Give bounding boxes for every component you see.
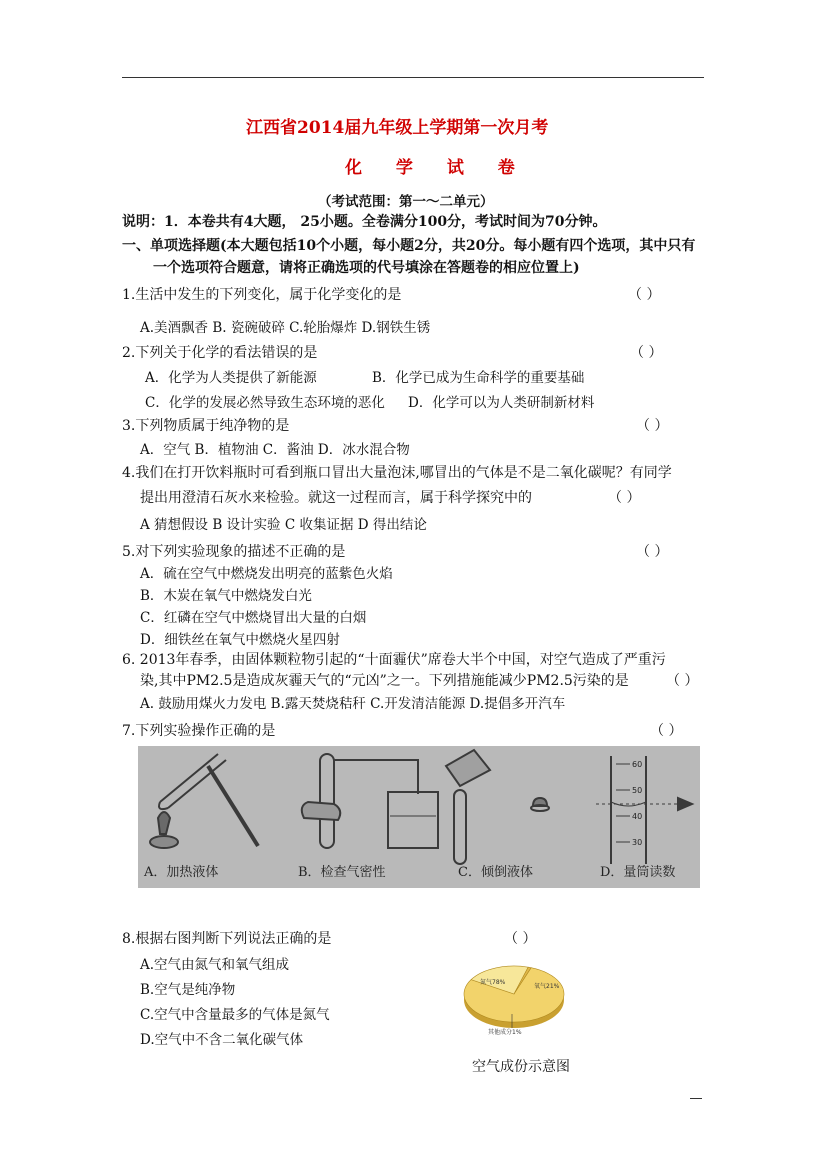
question-7-answer-paren: （ ） [650, 723, 683, 739]
question-2-option-b: B．化学已成为生命科学的重要基础 [372, 370, 585, 386]
cylinder-tick-60: 60 [632, 760, 643, 769]
figure-label-b: B．检查气密性 [298, 865, 386, 880]
question-6-stem-continued: 染,其中PM2.5是造成灰霾天气的“元凶”之一。下列措施能减少PM2.5污染的是 [140, 673, 629, 689]
question-3-stem: 3.下列物质属于纯净物的是 [122, 418, 290, 434]
pie-label-other: 其他成分1% [488, 1029, 522, 1036]
page-mark [690, 1098, 702, 1099]
lab-operations-figure [138, 746, 700, 888]
question-2-option-c: C．化学的发展必然导致生态环境的恶化 [145, 395, 385, 411]
section-heading-line1: 一、单项选择题(本大题包括10个小题，每小题2分，共20分。每小题有四个选项，其中只有 [122, 238, 696, 254]
question-8-option-c: C.空气中含量最多的气体是氮气 [140, 1007, 330, 1023]
figure-label-a: A．加热液体 [144, 865, 219, 880]
cylinder-tick-50: 50 [632, 786, 643, 795]
question-8-option-d: D.空气中不含二氧化碳气体 [140, 1032, 304, 1048]
graduated-cylinder-drawing [596, 756, 692, 864]
exam-subtitle: 化 学 试 卷 [345, 158, 529, 178]
pouring-liquid-drawing [446, 750, 549, 864]
section-heading-line2: 一个选项符合题意，请将正确选项的代号填涂在答题卷的相应位置上) [153, 260, 580, 276]
figure-label-c: C．倾倒液体 [458, 865, 533, 880]
exam-instructions: 说明：1．本卷共有4大题， 25小题。全卷满分100分，考试时间为70分钟。 [122, 214, 607, 230]
exam-title: 江西省2014届九年级上学期第一次月考 [246, 118, 549, 138]
question-5-option-c: C．红磷在空气中燃烧冒出大量的白烟 [140, 610, 367, 626]
question-6-options: A. 鼓励用煤火力发电 B.露天焚烧秸秆 C.开发清洁能源 D.提倡多开汽车 [140, 696, 566, 712]
question-5-option-d: D．细铁丝在氧气中燃烧火星四射 [140, 632, 340, 648]
question-8-stem: 8.根据右图判断下列说法正确的是 [122, 931, 332, 947]
question-3-answer-paren: （ ） [636, 418, 669, 434]
question-4-answer-paren: （ ） [608, 490, 641, 506]
question-2-answer-paren: （ ） [630, 345, 663, 361]
air-composition-pie-svg [458, 950, 570, 1046]
question-1-answer-paren: （ ） [628, 287, 661, 303]
question-6-stem: 6. 2013年春季，由固体颗粒物引起的“十面霾伏”席卷大半个中国，对空气造成了严重污 [122, 652, 666, 668]
question-8-option-a: A.空气由氮气和氧气组成 [140, 957, 290, 973]
figure-label-d: D．量筒读数 [600, 865, 676, 880]
question-3-options: A．空气 B．植物油 C．酱油 D．冰水混合物 [140, 442, 410, 458]
question-8-option-b: B.空气是纯净物 [140, 982, 236, 998]
question-2-option-a: A．化学为人类提供了新能源 [145, 370, 317, 386]
lab-operations-drawing [138, 746, 700, 888]
question-5-option-b: B．木炭在氧气中燃烧发白光 [140, 588, 312, 604]
pie-label-oxygen: 氧气21% [534, 983, 560, 990]
question-4-stem: 4.我们在打开饮料瓶时可看到瓶口冒出大量泡沫,哪冒出的气体是不是二氧化碳呢？有同学 [122, 465, 672, 481]
question-5-answer-paren: （ ） [636, 544, 669, 560]
pie-caption: 空气成份示意图 [472, 1059, 570, 1075]
header-rule [122, 77, 704, 78]
cylinder-tick-30: 30 [632, 838, 643, 847]
air-tightness-drawing [302, 754, 438, 848]
heating-liquid-drawing [150, 754, 258, 848]
question-4-stem-continued: 提出用澄清石灰水来检验。就这一过程而言，属于科学探究中的 [140, 490, 532, 506]
question-1-stem: 1.生活中发生的下列变化，属于化学变化的是 [122, 287, 402, 303]
cylinder-tick-40: 40 [632, 812, 643, 821]
question-6-answer-paren: （ ） [666, 673, 699, 689]
exam-range: （考试范围：第一～二单元） [318, 194, 494, 210]
question-1-options: A.美酒飘香 B. 瓷碗破碎 C.轮胎爆炸 D.钢铁生锈 [140, 320, 431, 336]
question-2-option-d: D．化学可以为人类研制新材料 [408, 395, 595, 411]
question-5-option-a: A．硫在空气中燃烧发出明亮的蓝紫色火焰 [140, 566, 393, 582]
question-4-options: A 猜想假设 B 设计实验 C 收集证据 D 得出结论 [140, 517, 427, 533]
question-8-answer-paren: （ ） [504, 931, 537, 947]
question-2-stem: 2.下列关于化学的看法错误的是 [122, 345, 318, 361]
air-composition-pie [458, 950, 570, 1046]
question-7-stem: 7.下列实验操作正确的是 [122, 723, 276, 739]
pie-label-nitrogen: 氮气78% [480, 979, 506, 986]
question-5-stem: 5.对下列实验现象的描述不正确的是 [122, 544, 346, 560]
